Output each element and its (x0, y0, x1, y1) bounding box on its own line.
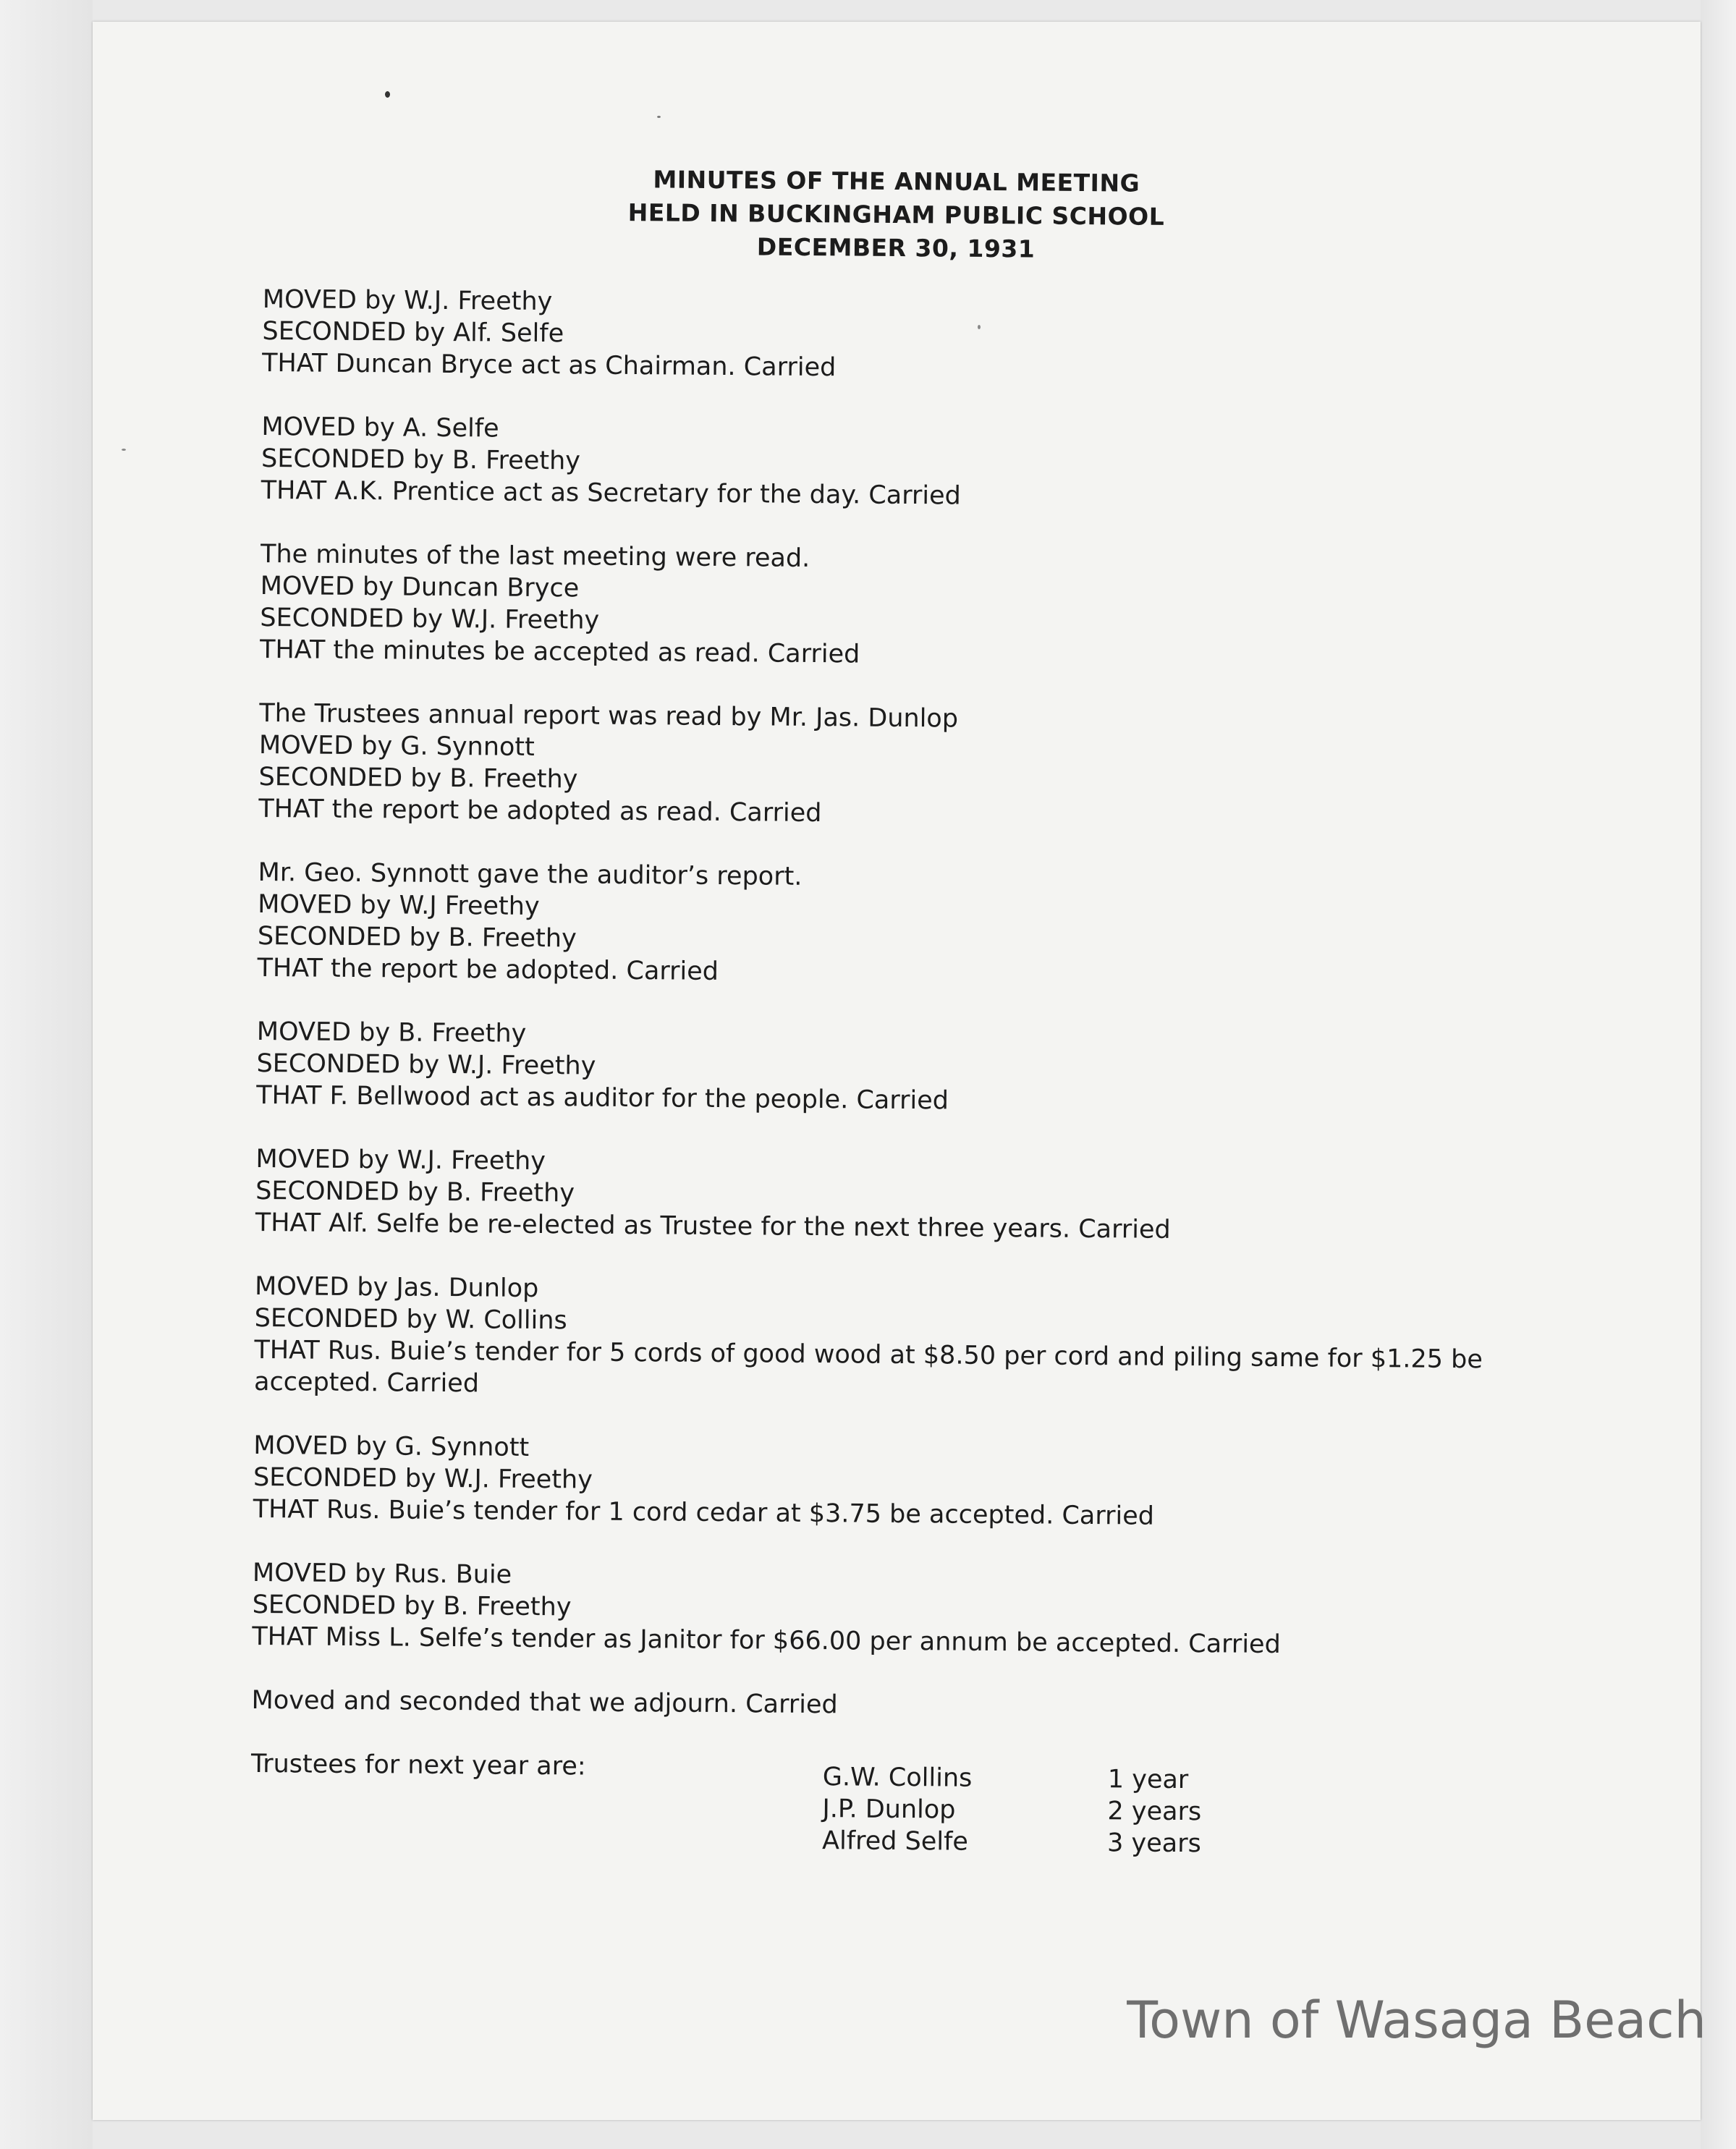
trustee-row (822, 1825, 1201, 1860)
motion-block (252, 1557, 1627, 1663)
motion-line: SECONDED by W.J. Freethy (256, 1048, 596, 1081)
paper-speck (122, 449, 126, 451)
motion-block (260, 538, 1635, 677)
motion-line: THAT A.K. Prentice act as Secretary for the day. Carried (261, 475, 962, 511)
motion-line: SECONDED by W.J. Freethy (253, 1462, 593, 1495)
motion-line: MOVED by A. Selfe (261, 412, 499, 444)
motion-line: SECONDED by B. Freethy (252, 1590, 572, 1622)
motion-line: THAT Alf. Selfe be re-elected as Trustee for the next three years. Carried (255, 1208, 1171, 1245)
motion-block (253, 1430, 1629, 1536)
trustee-row (822, 1793, 1201, 1828)
paper-speck (657, 116, 661, 118)
sheet-protector-left (0, 0, 93, 2149)
trustee-row (823, 1761, 1189, 1796)
motion-line: SECONDED by W.J. Freethy (260, 603, 600, 635)
trustee-name: J.P. Dunlop (822, 1794, 956, 1825)
adjourn-line: Moved and seconded that we adjourn. Carried (251, 1685, 838, 1720)
motion-line: The Trustees annual report was read by Mr. Jas. Dunlop (259, 698, 959, 734)
motion-line: MOVED by Rus. Buie (252, 1558, 512, 1590)
motion-line: THAT the report be adopted. Carried (257, 953, 719, 986)
sheet-protector-right (1701, 0, 1736, 2149)
motion-line: SECONDED by Alf. Selfe (262, 316, 564, 349)
header-location: HELD IN BUCKINGHAM PUBLIC SCHOOL (627, 198, 1165, 231)
motion-line: THAT Miss L. Selfe’s tender as Janitor for $66.00 per annum be accepted. Carried (252, 1622, 1281, 1660)
motion-block (261, 411, 1637, 517)
motion-line: THAT F. Bellwood act as auditor for the people. Carried (256, 1080, 949, 1116)
motion-block (256, 1016, 1632, 1122)
adjourn-block (251, 1684, 1626, 1727)
header-date: DECEMBER 30, 1931 (756, 232, 1036, 263)
trustee-term: 3 years (1106, 1828, 1201, 1859)
motion-line: The minutes of the last meeting were read. (260, 539, 810, 573)
motion-line: THAT the report be adopted as read. Carried (258, 794, 822, 828)
motion-line: MOVED by G. Synnott (253, 1430, 530, 1462)
motion-line: THAT Rus. Buie’s tender for 5 cords of good wood at $8.50 per cord and piling same for $1.25 be accepted. Carried (253, 1335, 1483, 1399)
motion-line: MOVED by W.J. Freethy (255, 1144, 546, 1177)
motion-line: SECONDED by B. Freethy (258, 762, 578, 794)
document-header (92, 158, 1701, 271)
document-page (93, 22, 1706, 2120)
motion-line: SECONDED by B. Freethy (257, 921, 577, 954)
motion-line: MOVED by W.J Freethy (258, 889, 540, 922)
motion-line: SECONDED by B. Freethy (255, 1176, 575, 1208)
motion-line: SECONDED by B. Freethy (261, 444, 581, 476)
motion-line: MOVED by W.J. Freethy (262, 284, 553, 317)
trustees-label: Trustees for next year are: (250, 1749, 586, 1781)
motion-line: THAT Duncan Bryce act as Chairman. Carried (261, 348, 837, 383)
trustee-term: 2 years (1107, 1797, 1202, 1827)
trustees-block (250, 1748, 1626, 1860)
motion-block (257, 857, 1633, 995)
trustee-name: Alfred Selfe (821, 1826, 969, 1857)
motion-line: MOVED by G. Synnott (258, 730, 535, 762)
motion-line: SECONDED by W. Collins (254, 1303, 567, 1336)
motion-line: THAT Rus. Buie’s tender for 1 cord cedar at $3.75 be accepted. Carried (253, 1494, 1155, 1531)
watermark-text: Town of Wasaga Beach (1127, 1991, 1706, 2050)
motion-line: MOVED by Jas. Dunlop (254, 1271, 539, 1304)
header-title: MINUTES OF THE ANNUAL MEETING (653, 165, 1140, 198)
trustee-term: 1 year (1107, 1765, 1189, 1795)
motion-block (258, 698, 1634, 836)
motion-block (254, 1271, 1630, 1409)
motion-line: MOVED by Duncan Bryce (260, 571, 580, 603)
motion-line: Mr. Geo. Synnott gave the auditor’s report. (258, 857, 803, 891)
motion-line: MOVED by B. Freethy (256, 1017, 527, 1048)
trustee-name: G.W. Collins (822, 1763, 973, 1793)
paper-speck (385, 91, 390, 98)
motion-block (255, 1143, 1631, 1250)
minutes-body (250, 284, 1638, 1860)
motion-line: THAT the minutes be accepted as read. Carried (259, 635, 860, 669)
motion-block (262, 284, 1638, 390)
